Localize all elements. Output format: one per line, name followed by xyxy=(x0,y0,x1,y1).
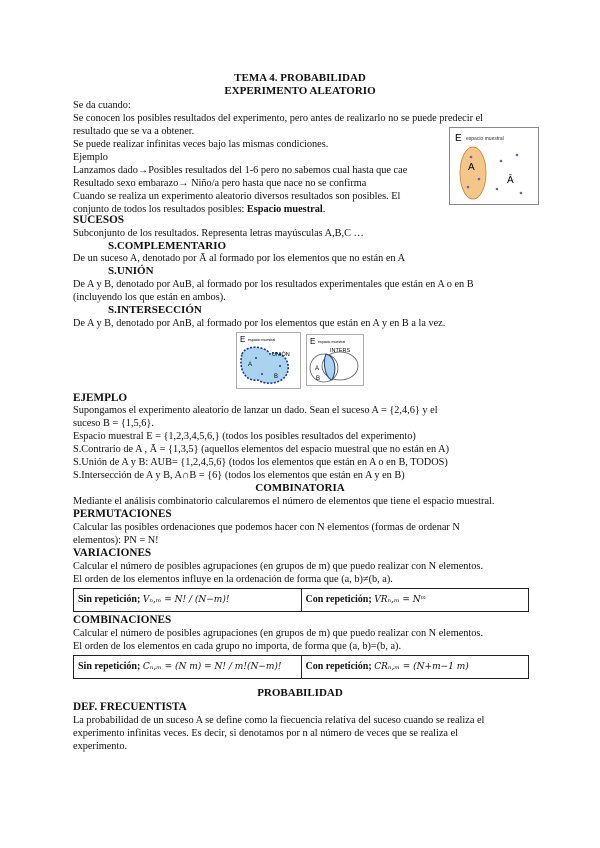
set-abar-label: Ā xyxy=(507,175,514,186)
probabilidad-heading: PROBABILIDAD xyxy=(257,687,343,699)
formula-label: Sin repetición; xyxy=(78,594,141,605)
text-line: De A y B, denotado por AuB, al formado por los resultados experimentales que están en A o en B xyxy=(73,279,474,290)
text-line: Se conocen los posibles resultados del experimento, pero antes de realizarlo no se puede predecir el xyxy=(73,113,484,124)
text-line: Calcular el número de posibles agrupaciones (en grupos de m) que puedo realizar con N elementos. xyxy=(73,628,484,639)
variaciones-heading: VARIACIONES xyxy=(73,547,152,559)
formula: CRₙ,ₘ = (N+m−1 m) xyxy=(374,662,469,672)
interseccion-heading: S.INTERSECCIÓN xyxy=(108,304,202,316)
union-heading: S.UNIÓN xyxy=(108,265,154,277)
text-line: Lanzamos dado→Posibles resultados del 1-6 pero no sabemos cual hasta que cae xyxy=(73,165,408,176)
text-line: Subconjunto de los resultados. Representa letras mayúsculas A,B,C … xyxy=(73,228,364,239)
text-line: Calcular el número de posibles agrupaciones (en grupos de m) que puedo realizar con N elementos. xyxy=(73,561,484,572)
variaciones-formula-box xyxy=(73,588,529,612)
point xyxy=(470,156,473,159)
text-line: De un suceso A, denotado por Ā al formado por los elementos que no están en A xyxy=(73,253,405,264)
frecuentista-heading: DEF. FRECUENTISTA xyxy=(73,701,187,713)
point xyxy=(261,373,263,375)
point xyxy=(279,365,281,367)
complementario-heading: S.COMPLEMENTARIO xyxy=(108,240,227,252)
union-label: UNIÓN xyxy=(272,352,290,358)
point xyxy=(467,186,470,189)
text-line: Mediante el análisis combinatorio calcularemos el número de elementos que tiene el espacio muestral. xyxy=(73,496,495,507)
page-subtitle: EXPERIMENTO ALEATORIO xyxy=(224,85,376,97)
combinaciones-con-repeticion xyxy=(301,656,529,678)
text-line: S.Unión de A y B: AUB= {1,2,4,5,6} (todos los elementos que están en A o en B, TODOS) xyxy=(73,457,448,468)
text-line: S.Intersección de A y B, A∩B = {6} (todos los elementos que están en A y en B) xyxy=(73,470,405,481)
point xyxy=(516,154,519,157)
variaciones-con-repeticion xyxy=(301,589,529,611)
text-line: La probabilidad de un suceso A se define como la fiecuencia relativa del suceso cuando se realiza el xyxy=(73,715,485,726)
variaciones-sin-repeticion xyxy=(74,589,301,611)
figure-label-e: E xyxy=(240,335,246,344)
text-line: El orden de los elementos en cada grupo no importa, de forma que (a, b)=(b, a). xyxy=(73,641,402,652)
interseccion-figure xyxy=(306,334,364,386)
figure-caption: espacio muestral xyxy=(248,338,276,342)
text-line: elementos): PN = N! xyxy=(73,535,159,546)
union-figure xyxy=(236,332,301,389)
text-line: Calcular las posibles ordenaciones que podemos hacer con N elementos (formas de ordenar N xyxy=(73,522,460,533)
point xyxy=(496,188,499,191)
figure-label-e: E xyxy=(310,337,316,346)
text-line: El orden de los elementos influye en la ordenación de forma que (a, b)≠(b, a). xyxy=(73,574,393,585)
text-line: resultado que se va a obtener. xyxy=(73,126,195,137)
espacio-muestral-figure xyxy=(449,127,539,205)
point xyxy=(520,192,523,195)
sucesos-heading: SUCESOS xyxy=(73,214,124,226)
set-b-label: B xyxy=(274,374,279,380)
text-line: Cuando se realiza un experimento aleatorio diversos resultados son posibles. El xyxy=(73,191,401,202)
page-title: TEMA 4. PROBABILIDAD xyxy=(234,72,366,84)
point xyxy=(255,357,257,359)
combinaciones-heading: COMBINACIONES xyxy=(73,614,172,626)
text-line: S.Contrario de A , Ā = {1,3,5} (aquellos elementos del espacio muestral que no están en A) xyxy=(73,444,450,455)
point xyxy=(478,178,481,181)
text-line: Resultado sexo embarazo→ Niño/a pero hasta que nace no se confirma xyxy=(73,178,367,189)
formula: Cₙ,ₘ = (N m) = N! / m!(N−m)! xyxy=(142,662,282,672)
set-a-label: A xyxy=(248,362,253,368)
text-line: suceso B = {1,5,6}. xyxy=(73,418,154,429)
text-line: (incluyendo los que están en ambos). xyxy=(73,292,226,303)
text-line: Se puede realizar infinitas veces bajo las mismas condiciones. xyxy=(73,139,329,150)
formula: Vₙ,ₘ = N! / (N−m)! xyxy=(142,595,230,605)
figure-caption: espacio muestral xyxy=(466,136,504,142)
text-line: Supongamos el experimento aleatorio de lanzar un dado. Sean el suceso A = {2,4,6} y el xyxy=(73,405,438,416)
espacio-muestral-term: Espacio muestral xyxy=(246,204,323,215)
set-a-ellipse xyxy=(460,147,486,199)
text-line: Se da cuando: xyxy=(73,100,131,111)
intersection-label: INTERS xyxy=(330,348,351,354)
text-line: Ejemplo xyxy=(73,152,108,163)
text-line: De A y B, denotado por AnB, al formado por los elementos que están en A y en B a la vez. xyxy=(73,318,446,329)
formula-label: Sin repetición; xyxy=(78,661,141,672)
text-fragment: conjunto de todos los resultados posibles: xyxy=(73,204,247,215)
ejemplo-heading: EJEMPLO xyxy=(73,392,128,404)
combinatoria-heading: COMBINATORIA xyxy=(255,482,345,494)
text-fragment: . xyxy=(322,204,326,215)
combinaciones-formula-box xyxy=(73,655,529,679)
text-line: experimento infinitas veces. Es decir, si denotamos por n al número de veces que se realiza el xyxy=(73,728,459,739)
formula: VRₙ,ₘ = Nᵐ xyxy=(374,595,427,605)
formula-label: Con repetición; xyxy=(305,594,372,605)
permutaciones-heading: PERMUTACIONES xyxy=(73,508,172,520)
set-a-label: A xyxy=(468,162,475,173)
text-line: Espacio muestral E = {1,2,3,4,5,6,} (todos los posibles resultados del experimento) xyxy=(73,431,416,442)
set-b-label: B xyxy=(316,376,321,382)
point xyxy=(500,160,503,163)
combinaciones-sin-repeticion xyxy=(74,656,301,678)
figure-caption: espacio muestral xyxy=(318,340,346,344)
formula-label: Con repetición; xyxy=(305,661,372,672)
text-line: experimento. xyxy=(73,741,128,752)
set-a-label: A xyxy=(315,366,320,372)
figure-label-e: E xyxy=(455,133,462,144)
